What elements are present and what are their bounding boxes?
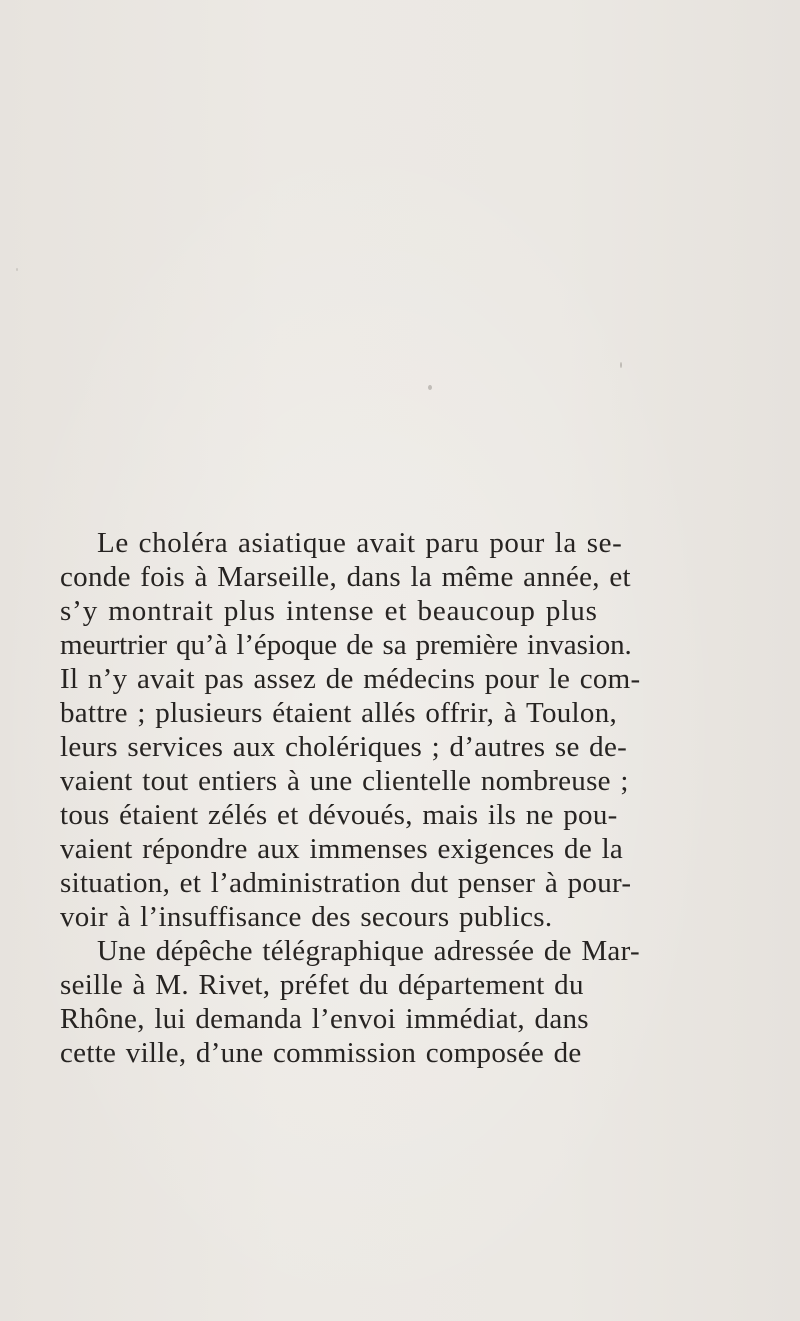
text-line: Rhône, lui demanda l’envoi immédiat, dans xyxy=(60,1003,589,1035)
text-line: Il n’y avait pas assez de médecins pour le com- xyxy=(60,663,641,695)
text-line: tous étaient zélés et dévoués, mais ils ne pou- xyxy=(60,799,618,831)
text-line: s’y montrait plus intense et beaucoup plus xyxy=(60,595,598,627)
text-line: vaient répondre aux immenses exigences de la xyxy=(60,833,624,865)
text-line: cette ville, d’une commission composée de xyxy=(60,1037,582,1069)
text-line: situation, et l’administration dut penser à pour- xyxy=(60,867,632,899)
text-line: Le choléra asiatique avait paru pour la se- xyxy=(97,527,623,559)
text-line: seille à M. Rivet, préfet du département du xyxy=(60,969,584,1001)
text-line: conde fois à Marseille, dans la même année, et xyxy=(60,561,631,593)
text-line: Une dépêche télégraphique adressée de Mar- xyxy=(97,935,640,967)
text-line: leurs services aux cholériques ; d’autres se de- xyxy=(60,731,628,763)
text-line: battre ; plusieurs étaient allés offrir, à Toulon, xyxy=(60,697,618,729)
text-line: voir à l’insuffisance des secours publics. xyxy=(60,901,553,933)
text-line: meurtrier qu’à l’époque de sa première invasion. xyxy=(60,629,632,661)
text-line: vaient tout entiers à une clientelle nombreuse ; xyxy=(60,765,629,797)
